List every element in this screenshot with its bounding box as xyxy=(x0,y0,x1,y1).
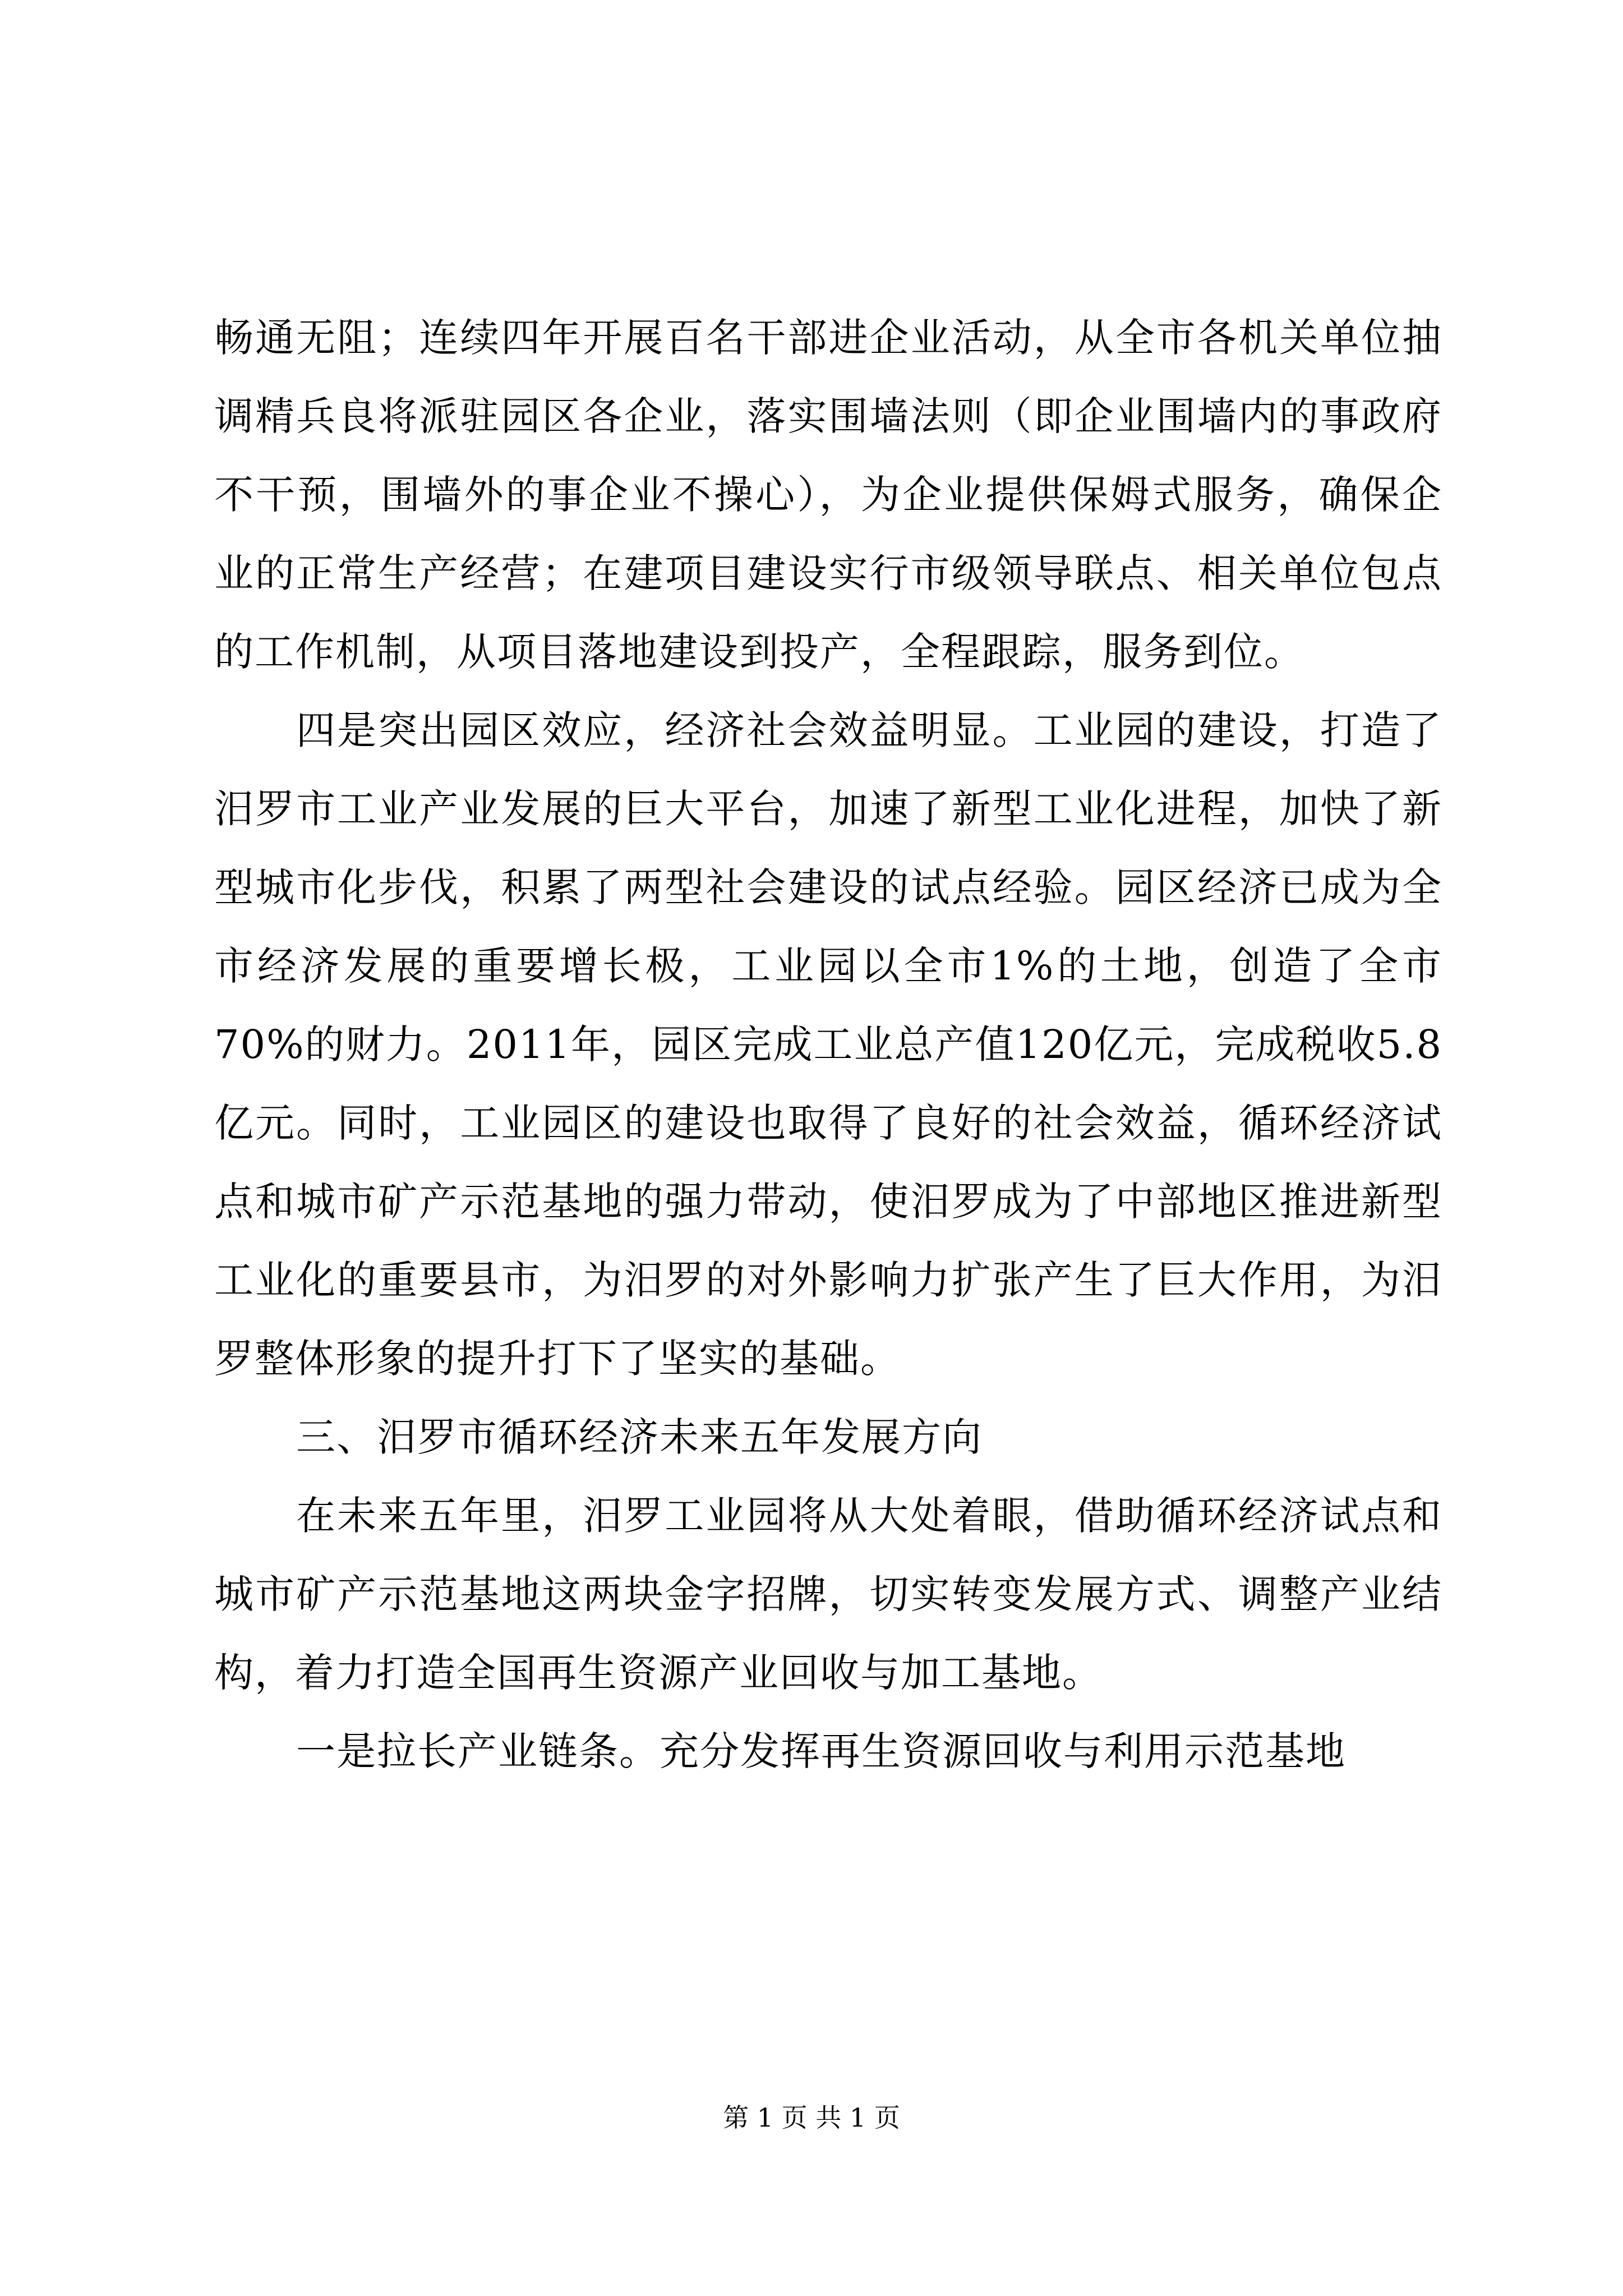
document-body xyxy=(214,298,1442,1791)
paragraph: 四是突出园区效应，经济社会效益明显。工业园的建设，打造了汨罗市工业产业发展的巨大平台，加速了新型工业化进程，加快了新型城市化步伐，积累了两型社会建设的试点经验。园区经济已成为全市经济发展的重要增长极，工业园以全市1%的土地，创造了全市70%的财力。2011年，园区完成工业总产值120亿元，完成税收5.8亿元。同时，工业园区的建设也取得了良好的社会效益，循环经济试点和城市矿产示范基地的强力带动，使汨罗成为了中部地区推进新型工业化的重要县市，为汨罗的对外影响力扩张产生了巨大作用，为汨罗整体形象的提升打下了坚实的基础。 xyxy=(214,707,1442,1382)
paragraph: 在未来五年里，汨罗工业园将从大处着眼，借助循环经济试点和城市矿产示范基地这两块金字招牌，切实转变发展方式、调整产业结构，着力打造全国再生资源产业回收与加工基地。 xyxy=(214,1493,1442,1696)
page-number-footer: 第 1 页 共 1 页 xyxy=(723,2102,900,2133)
paragraph: 畅通无阻；连续四年开展百名干部进企业活动，从全市各机关单位抽调精兵良将派驻园区各企业，落实围墙法则（即企业围墙内的事政府不干预，围墙外的事企业不操心），为企业提供保姆式服务，确保企业的正常生产经营；在建项目建设实行市级领导联点、相关单位包点的工作机制，从项目落地建设到投产，全程跟踪，服务到位。 xyxy=(214,315,1442,675)
paragraph: 一是拉长产业链条。充分发挥再生资源回收与利用示范基地 xyxy=(296,1728,1346,1774)
section-heading: 三、汨罗市循环经济未来五年发展方向 xyxy=(296,1414,983,1460)
